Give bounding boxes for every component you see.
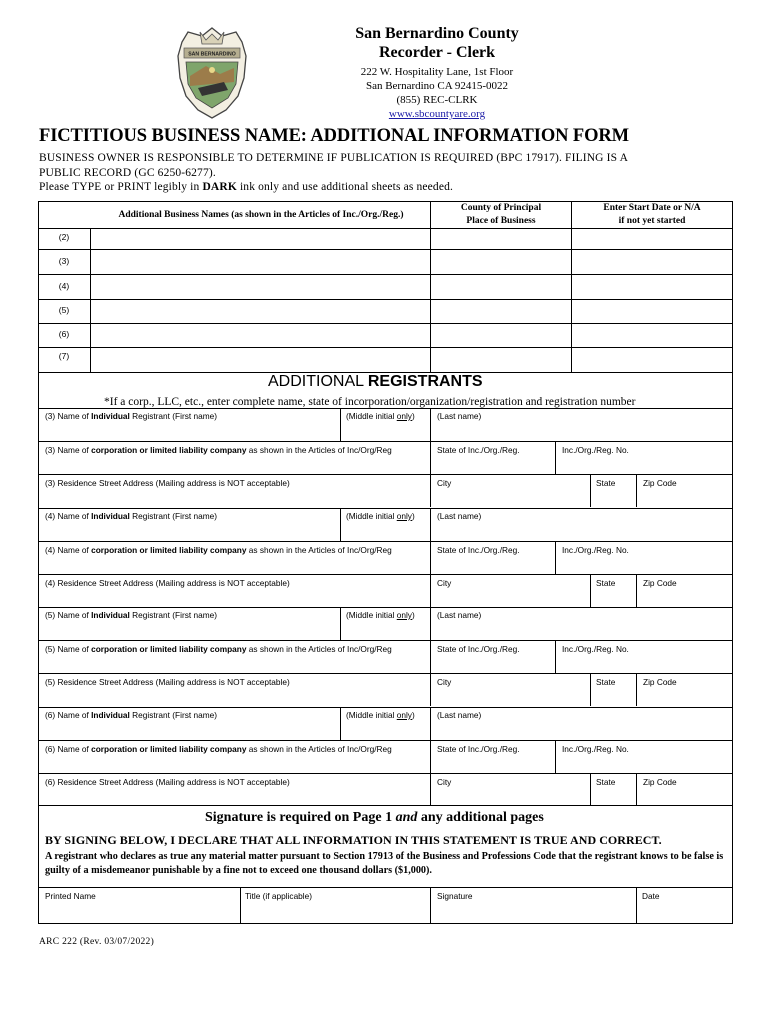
registrant-3-middle-initial-field[interactable]: (Middle initial only) bbox=[346, 610, 415, 620]
county-header bbox=[432, 202, 570, 228]
registrant-2-corporation-name-field[interactable]: (4) Name of corporation or limited liability company as shown in the Articles of Inc/Org/Reg bbox=[45, 545, 392, 555]
registrant-3-inc-number-field[interactable]: Inc./Org./Reg. No. bbox=[562, 644, 629, 654]
registrant-4-last-name-field[interactable]: (Last name) bbox=[437, 710, 482, 720]
block-4-vline-state-inc bbox=[555, 740, 556, 773]
registrant-4-state-of-inc-field[interactable]: State of Inc./Org./Reg. bbox=[437, 744, 520, 754]
registrant-4-zip-field[interactable]: Zip Code bbox=[643, 777, 677, 787]
registrant-1-state-of-inc-field[interactable]: State of Inc./Org./Reg. bbox=[437, 445, 520, 455]
block-2-rule-top bbox=[38, 508, 733, 509]
registrant-2-zip-field[interactable]: Zip Code bbox=[643, 578, 677, 588]
county-header-line1: County of Principal bbox=[460, 203, 542, 213]
declaration-statement: BY SIGNING BELOW, I DECLARE THAT ALL INFORMATION IN THIS STATEMENT IS TRUE AND CORRECT. bbox=[45, 833, 662, 847]
registrant-4-inc-number-field[interactable]: Inc./Org./Reg. No. bbox=[562, 744, 629, 754]
intro-line-3b: DARK bbox=[202, 181, 237, 193]
sig-title-b: any additional pages bbox=[417, 810, 544, 825]
registrant-2-residence-address-field[interactable]: (4) Residence Street Address (Mailing address is NOT acceptable) bbox=[45, 578, 290, 588]
block-1-vline-state-inc bbox=[555, 441, 556, 474]
registrant-4-residence-address-field[interactable]: (6) Residence Street Address (Mailing address is NOT acceptable) bbox=[45, 777, 290, 787]
block-3-rule-2 bbox=[38, 673, 733, 674]
row-number-4: (4) bbox=[58, 281, 70, 291]
office-website-link[interactable]: www.sbcountyare.org bbox=[388, 108, 486, 120]
block-2-vline-main bbox=[430, 508, 431, 607]
signature-section-title bbox=[205, 810, 544, 826]
county-seal-logo bbox=[176, 26, 248, 120]
svg-text:SAN BERNARDINO: SAN BERNARDINO bbox=[188, 51, 236, 58]
block-1-vline-main bbox=[430, 408, 431, 507]
intro-line-3a: Please TYPE or PRINT legibly in bbox=[39, 181, 203, 193]
signature-field[interactable]: Signature bbox=[437, 891, 473, 901]
form-instructions bbox=[39, 151, 739, 195]
block-4-rule-1 bbox=[38, 740, 733, 741]
registrant-2-middle-initial-field[interactable]: (Middle initial only) bbox=[346, 511, 415, 521]
title-field[interactable]: Title (if applicable) bbox=[245, 891, 313, 901]
office-subtitle: Recorder - Clerk bbox=[378, 44, 496, 61]
registrant-2-city-field[interactable]: City bbox=[437, 578, 452, 588]
sig-title-a: Signature is required on Page 1 bbox=[205, 810, 396, 825]
block-3-vline-middle bbox=[340, 607, 341, 640]
registrant-2-first-name-field[interactable]: (4) Name of Individual Registrant (First name) bbox=[45, 511, 217, 521]
registrant-1-residence-address-field[interactable]: (3) Residence Street Address (Mailing address is NOT acceptable) bbox=[45, 478, 290, 488]
block-1-vline-middle bbox=[340, 408, 341, 441]
registrant-1-last-name-field[interactable]: (Last name) bbox=[437, 411, 482, 421]
registrant-4-first-name-field[interactable]: (6) Name of Individual Registrant (First name) bbox=[45, 710, 217, 720]
registrants-section-title bbox=[268, 373, 483, 391]
block-3-vline-city bbox=[590, 673, 591, 706]
date-field[interactable]: Date bbox=[642, 891, 660, 901]
registrant-2-last-name-field[interactable]: (Last name) bbox=[437, 511, 482, 521]
registrant-2-state-of-inc-field[interactable]: State of Inc./Org./Reg. bbox=[437, 545, 520, 555]
start-date-header-line2: if not yet started bbox=[618, 216, 686, 226]
registrant-1-inc-number-field[interactable]: Inc./Org./Reg. No. bbox=[562, 445, 629, 455]
block-2-rule-2 bbox=[38, 574, 733, 575]
office-phone: (855) REC-CLRK bbox=[396, 94, 478, 106]
block-4-rule-2 bbox=[38, 773, 733, 774]
registrant-2-inc-number-field[interactable]: Inc./Org./Reg. No. bbox=[562, 545, 629, 555]
block-2-vline-middle bbox=[340, 508, 341, 541]
block-3-vline-state-inc bbox=[555, 640, 556, 673]
registrants-instructions: *If a corp., LLC, etc., enter complete name, state of incorporation/organization/registration and registration number bbox=[104, 396, 636, 408]
registrant-1-city-field[interactable]: City bbox=[437, 478, 452, 488]
perjury-warning: A registrant who declares as true any material matter pursuant to Section 17913 of the Business and Professions Code that the registrant knows to be false is guilty of a misdemeanor punishable by a fine not to exceed one thousand dollars ($1,000). bbox=[45, 851, 724, 876]
start-date-header bbox=[573, 202, 731, 228]
block-2-rule-1 bbox=[38, 541, 733, 542]
registrant-3-state-of-inc-field[interactable]: State of Inc./Org./Reg. bbox=[437, 644, 520, 654]
registrant-4-middle-initial-field[interactable]: (Middle initial only) bbox=[346, 710, 415, 720]
block-3-rule-1 bbox=[38, 640, 733, 641]
block-1-rule-1 bbox=[38, 441, 733, 442]
registrant-3-state-field[interactable]: State bbox=[596, 677, 616, 687]
registrant-1-middle-initial-field[interactable]: (Middle initial only) bbox=[346, 411, 415, 421]
block-4-vline-middle bbox=[340, 707, 341, 740]
registrant-3-corporation-name-field[interactable]: (5) Name of corporation or limited liability company as shown in the Articles of Inc/Org/Reg bbox=[45, 644, 392, 654]
block-4-vline-state bbox=[636, 773, 637, 806]
office-name: San Bernardino County bbox=[355, 25, 519, 42]
registrant-1-zip-field[interactable]: Zip Code bbox=[643, 478, 677, 488]
block-4-vline-main bbox=[430, 707, 431, 806]
row-number-3: (3) bbox=[58, 256, 70, 266]
registrant-4-corporation-name-field[interactable]: (6) Name of corporation or limited liability company as shown in the Articles of Inc/Org/Reg bbox=[45, 744, 392, 754]
intro-line-1: BUSINESS OWNER IS RESPONSIBLE TO DETERMINE IF PUBLICATION IS REQUIRED (BPC 17917). FILING IS A bbox=[39, 152, 629, 164]
registrant-3-last-name-field[interactable]: (Last name) bbox=[437, 610, 482, 620]
registrant-1-corporation-name-field[interactable]: (3) Name of corporation or limited liability company as shown in the Articles of Inc/Org/Reg bbox=[45, 445, 392, 455]
block-1-vline-state bbox=[636, 474, 637, 507]
start-date-header-line1: Enter Start Date or N/A bbox=[603, 203, 701, 213]
registrant-3-city-field[interactable]: City bbox=[437, 677, 452, 687]
row-number-2: (2) bbox=[58, 232, 70, 242]
registrant-4-city-field[interactable]: City bbox=[437, 777, 452, 787]
row-number-5: (5) bbox=[58, 305, 70, 315]
office-address-street: 222 W. Hospitality Lane, 1st Floor bbox=[360, 66, 514, 78]
block-3-vline-state bbox=[636, 673, 637, 706]
sig-title-and: and bbox=[395, 810, 418, 825]
registrant-3-residence-address-field[interactable]: (5) Residence Street Address (Mailing address is NOT acceptable) bbox=[45, 677, 290, 687]
registrant-1-first-name-field[interactable]: (3) Name of Individual Registrant (First name) bbox=[45, 411, 217, 421]
block-1-vline-city bbox=[590, 474, 591, 507]
county-header-line2: Place of Business bbox=[466, 216, 536, 226]
block-2-vline-state-inc bbox=[555, 541, 556, 574]
registrant-3-zip-field[interactable]: Zip Code bbox=[643, 677, 677, 687]
block-1-rule-top bbox=[38, 408, 733, 409]
block-3-rule-top bbox=[38, 607, 733, 608]
registrants-title-bold: REGISTRANTS bbox=[367, 373, 483, 390]
registrant-3-first-name-field[interactable]: (5) Name of Individual Registrant (First name) bbox=[45, 610, 217, 620]
registrant-2-state-field[interactable]: State bbox=[596, 578, 616, 588]
block-2-vline-city bbox=[590, 574, 591, 607]
business-names-header: Additional Business Names (as shown in the Articles of Inc./Org./Reg.) bbox=[118, 210, 404, 220]
block-1-rule-2 bbox=[38, 474, 733, 475]
block-2-vline-state bbox=[636, 574, 637, 607]
intro-line-2: PUBLIC RECORD (GC 6250-6277). bbox=[39, 166, 216, 179]
form-revision: ARC 222 (Rev. 03/07/2022) bbox=[39, 937, 155, 947]
block-4-vline-city bbox=[590, 773, 591, 806]
registrants-title-plain: ADDITIONAL bbox=[268, 373, 368, 390]
block-4-rule-top bbox=[38, 707, 733, 708]
office-address-city: San Bernardino CA 92415-0022 bbox=[365, 80, 509, 92]
row-number-7: (7) bbox=[58, 351, 70, 361]
registrant-1-state-field[interactable]: State bbox=[596, 478, 616, 488]
row-number-6: (6) bbox=[58, 329, 70, 339]
form-title: FICTITIOUS BUSINESS NAME: ADDITIONAL INFORMATION FORM bbox=[39, 126, 630, 146]
block-3-vline-main bbox=[430, 607, 431, 706]
intro-line-3c: ink only and use additional sheets as needed. bbox=[236, 181, 454, 193]
printed-name-field[interactable]: Printed Name bbox=[45, 891, 96, 901]
registrant-4-state-field[interactable]: State bbox=[596, 777, 616, 787]
